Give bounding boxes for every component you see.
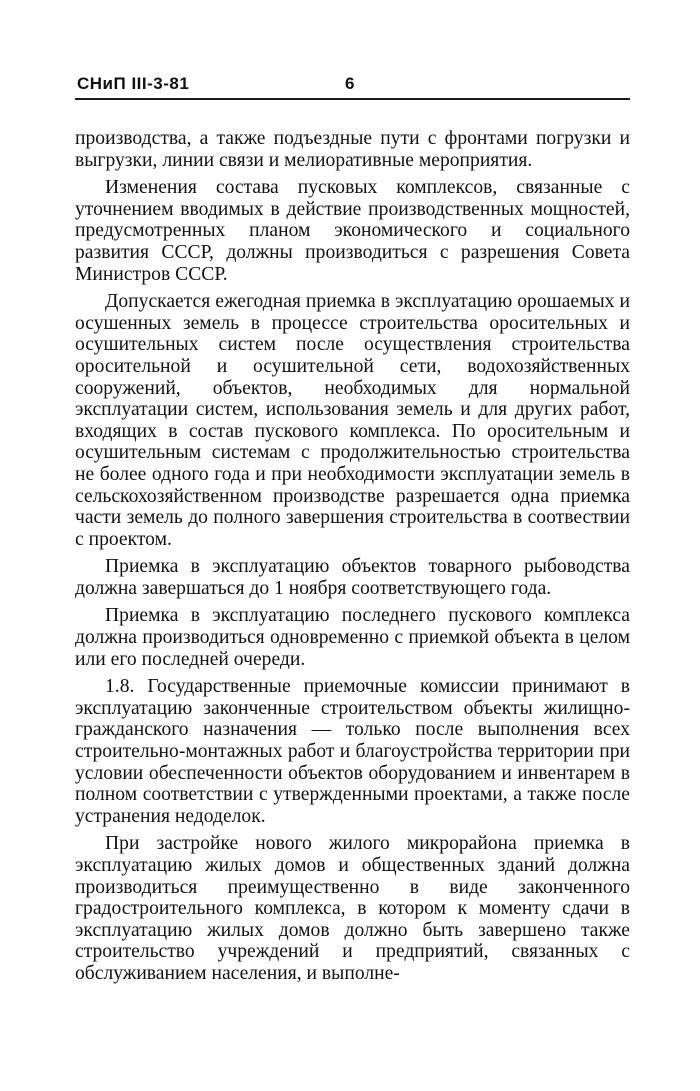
body-text <box>75 128 630 985</box>
paragraph-irrigated-lands: Допускается ежегодная приемка в эксплуатацию орошаемых и осушенных земель в процессе строительства оросительных и осушительных систем после осуществления строительства оросительной и осушительной сети, водохозяйственных сооружений, объектов, необходимых для нормальной эксплуатации систем, использования земель и для других работ, входящих в состав пускового комплекса. По оросительным и осушительным системам с продолжительностью строительства не более одного года и при необходимости эксплуатации земель в сельскохозяйственном производстве разрешается одна приемка части земель до полного завершения строительства в соотвествии с проектом. <box>75 291 630 550</box>
paragraph-changes: Изменения состава пусковых комплексов, связанные с уточнением вводимых в действие производственных мощностей, предусмотренных планом экономического и социального развития СССР, должны производиться с разрешения Совета Министров СССР. <box>75 177 630 285</box>
paragraph-last-complex: Приемка в эксплуатацию последнего пускового комплекса должна производиться одновременно с приемкой объекта в целом или его последней очереди. <box>75 605 630 670</box>
section-number: 1.8. <box>105 676 135 698</box>
paragraph-section-1-8 <box>75 676 630 827</box>
paragraph-continuation: производства, а также подъездные пути с фронтами погрузки и выгрузки, линии связи и мелиоративные мероприятия. <box>75 128 630 171</box>
page-header <box>75 68 630 100</box>
document-page <box>75 68 630 991</box>
document-code: СНиП III-3-81 <box>77 74 190 93</box>
section-1-8-text: Государственные приемочные комиссии принимают в эксплуатацию законченные строительством объекты жилищно-гражданского назначения — только после выполнения всех строительно-монтажных работ и благоустройства территории при условии обеспеченности объектов оборудованием и инвентарем в полном соответствии с утвержденными проектами, а также после устранения недоделок. <box>75 676 630 827</box>
paragraph-fish-farming: Приемка в эксплуатацию объектов товарного рыбоводства должна завершаться до 1 ноября соответствующего года. <box>75 556 630 599</box>
page-number: 6 <box>345 74 355 93</box>
paragraph-microdistrict: При застройке нового жилого микрорайона приемка в эксплуатацию жилых домов и общественных зданий должна производиться преимущественно в виде законченного градостроительного комплекса, в котором к моменту сдачи в эксплуатацию жилых домов должно быть завершено также строительство учреждений и предприятий, связанных с обслуживанием населения, и выполне- <box>75 833 630 984</box>
